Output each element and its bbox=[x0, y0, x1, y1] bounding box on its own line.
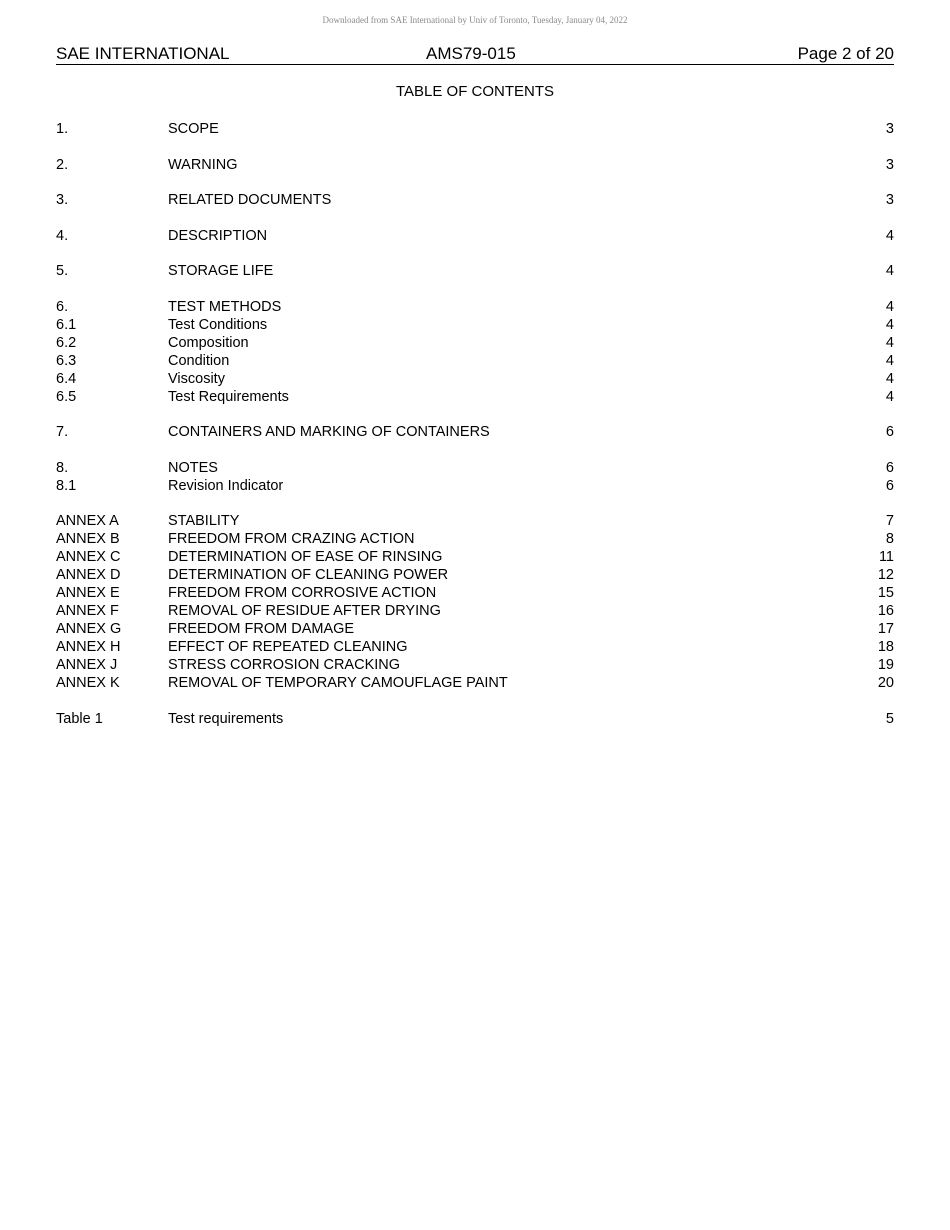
toc-entry[interactable] bbox=[56, 710, 894, 728]
toc-entry-page: 4 bbox=[885, 388, 894, 405]
toc-entry-title: FREEDOM FROM CORROSIVE ACTION bbox=[168, 585, 437, 601]
toc-entry[interactable] bbox=[56, 477, 894, 495]
toc-entry-page: 17 bbox=[877, 621, 894, 637]
toc-entry-title: CONTAINERS AND MARKING OF CONTAINERS bbox=[168, 424, 490, 440]
toc-entry-page: 4 bbox=[885, 227, 894, 244]
toc-entry-page: 5 bbox=[885, 710, 894, 727]
toc-entry[interactable] bbox=[56, 656, 894, 674]
toc-entry-title: FREEDOM FROM CRAZING ACTION bbox=[168, 531, 415, 547]
toc-entry[interactable] bbox=[56, 316, 894, 334]
org-name: SAE INTERNATIONAL bbox=[56, 44, 230, 63]
toc-entry-page: 4 bbox=[885, 352, 894, 369]
toc-entry-number: 6.1 bbox=[56, 316, 77, 333]
toc-entry-title: Condition bbox=[168, 352, 230, 369]
toc-entry[interactable] bbox=[56, 674, 894, 692]
toc-entry-title: EFFECT OF REPEATED CLEANING bbox=[168, 639, 408, 655]
toc-entry-page: 4 bbox=[885, 298, 894, 315]
toc-entry-page: 4 bbox=[885, 334, 894, 351]
toc-entry-title: DETERMINATION OF CLEANING POWER bbox=[168, 567, 449, 583]
toc-entry-title: REMOVAL OF TEMPORARY CAMOUFLAGE PAINT bbox=[168, 675, 508, 691]
toc-entry[interactable] bbox=[56, 602, 894, 620]
download-watermark: Downloaded from SAE International by Univ of Toronto, Tuesday, January 04, 2022 bbox=[322, 15, 628, 25]
toc-entry-number: 8.1 bbox=[56, 477, 77, 494]
toc-entry-number: 7. bbox=[56, 424, 69, 440]
toc-entry-title: Viscosity bbox=[168, 370, 225, 387]
toc-entry[interactable] bbox=[56, 262, 894, 280]
toc-entry-number: ANNEX E bbox=[56, 585, 120, 601]
toc-entry-title: FREEDOM FROM DAMAGE bbox=[168, 621, 355, 637]
page-indicator: Page 2 of 20 bbox=[797, 44, 894, 63]
toc-entry-title: WARNING bbox=[168, 156, 238, 173]
toc-entry-number: ANNEX H bbox=[56, 639, 121, 655]
toc-entry-page: 4 bbox=[885, 263, 894, 279]
toc-entry-number: ANNEX J bbox=[56, 657, 118, 673]
toc-entry-number: Table 1 bbox=[56, 710, 103, 727]
toc-entry-number: ANNEX D bbox=[56, 567, 121, 583]
toc-entry-page: 8 bbox=[885, 531, 894, 547]
toc-entry-title: STABILITY bbox=[168, 513, 240, 529]
toc-entry-page: 15 bbox=[877, 585, 894, 601]
toc-entry-number: 3. bbox=[56, 192, 69, 208]
toc-heading: TABLE OF CONTENTS bbox=[395, 83, 555, 100]
toc-entry-number: ANNEX G bbox=[56, 621, 122, 637]
toc-entry[interactable] bbox=[56, 191, 894, 209]
toc-entry-title: DETERMINATION OF EASE OF RINSING bbox=[168, 549, 443, 565]
toc-entry[interactable] bbox=[56, 620, 894, 638]
toc-entry[interactable] bbox=[56, 334, 894, 352]
toc-entry-title: Revision Indicator bbox=[168, 477, 284, 494]
toc-entry[interactable] bbox=[56, 370, 894, 388]
toc-entry-title: Composition bbox=[168, 334, 249, 351]
toc-entry-page: 6 bbox=[885, 477, 894, 494]
toc-entry[interactable] bbox=[56, 548, 894, 566]
toc-entry[interactable] bbox=[56, 156, 894, 174]
page-header bbox=[56, 43, 894, 65]
toc-entry-title: REMOVAL OF RESIDUE AFTER DRYING bbox=[168, 603, 441, 619]
toc-entry[interactable] bbox=[56, 512, 894, 530]
toc-entry-number: 6. bbox=[56, 298, 69, 315]
toc-entry-number: ANNEX K bbox=[56, 675, 120, 691]
toc-entry[interactable] bbox=[56, 227, 894, 245]
toc-entry-page: 19 bbox=[877, 657, 894, 673]
toc-entry-title: STORAGE LIFE bbox=[168, 263, 274, 279]
toc-entry-number: ANNEX F bbox=[56, 603, 119, 619]
toc-entry-number: 1. bbox=[56, 121, 69, 137]
toc-entry-number: 2. bbox=[56, 156, 69, 173]
toc-entry[interactable] bbox=[56, 352, 894, 370]
toc-entry-title: NOTES bbox=[168, 459, 218, 476]
toc-entry-title: Test Requirements bbox=[168, 388, 289, 405]
toc-entry-title: STRESS CORROSION CRACKING bbox=[168, 657, 401, 673]
toc-entry-page: 3 bbox=[885, 192, 894, 208]
toc-entry[interactable] bbox=[56, 298, 894, 316]
toc-entry-title: Test Conditions bbox=[168, 316, 268, 333]
toc-entry-title: Test requirements bbox=[168, 710, 284, 727]
toc-entry-number: ANNEX A bbox=[56, 513, 119, 529]
toc-entry-number: 6.2 bbox=[56, 334, 77, 351]
toc-entry-number: 6.3 bbox=[56, 352, 77, 369]
toc-entry-page: 7 bbox=[885, 513, 894, 529]
toc-entry-title: DESCRIPTION bbox=[168, 227, 268, 244]
toc-entry[interactable] bbox=[56, 120, 894, 138]
toc-entry-page: 16 bbox=[877, 603, 894, 619]
toc-entry[interactable] bbox=[56, 584, 894, 602]
toc-entry[interactable] bbox=[56, 423, 894, 441]
toc-entry-page: 20 bbox=[877, 675, 894, 691]
toc-entry[interactable] bbox=[56, 459, 894, 477]
toc-entry-number: ANNEX B bbox=[56, 531, 120, 547]
toc-entry-title: SCOPE bbox=[168, 121, 219, 137]
toc-entry-number: 8. bbox=[56, 459, 69, 476]
toc-entry-page: 3 bbox=[885, 156, 894, 173]
toc-entry-page: 4 bbox=[885, 370, 894, 387]
toc-entry-page: 6 bbox=[885, 424, 894, 440]
toc-entry-page: 18 bbox=[877, 639, 894, 655]
toc-entry-page: 11 bbox=[878, 549, 894, 565]
document-number: AMS79-015 bbox=[426, 44, 516, 63]
toc-entry[interactable] bbox=[56, 566, 894, 584]
toc-entry[interactable] bbox=[56, 638, 894, 656]
toc-entry-title: RELATED DOCUMENTS bbox=[168, 192, 332, 208]
toc-entry-page: 4 bbox=[885, 316, 894, 333]
toc-entry-number: 6.4 bbox=[56, 370, 77, 387]
toc-entry-number: 5. bbox=[56, 263, 69, 279]
toc-entry-number: 6.5 bbox=[56, 388, 77, 405]
toc-entry-page: 6 bbox=[885, 459, 894, 476]
toc-entry-number: 4. bbox=[56, 227, 69, 244]
toc-entry[interactable] bbox=[56, 388, 894, 406]
toc-entry-title: TEST METHODS bbox=[168, 298, 282, 315]
table-of-contents bbox=[56, 120, 894, 728]
toc-entry-page: 3 bbox=[885, 121, 894, 137]
toc-entry-number: ANNEX C bbox=[56, 549, 121, 565]
toc-entry[interactable] bbox=[56, 530, 894, 548]
toc-entry-page: 12 bbox=[877, 567, 894, 583]
